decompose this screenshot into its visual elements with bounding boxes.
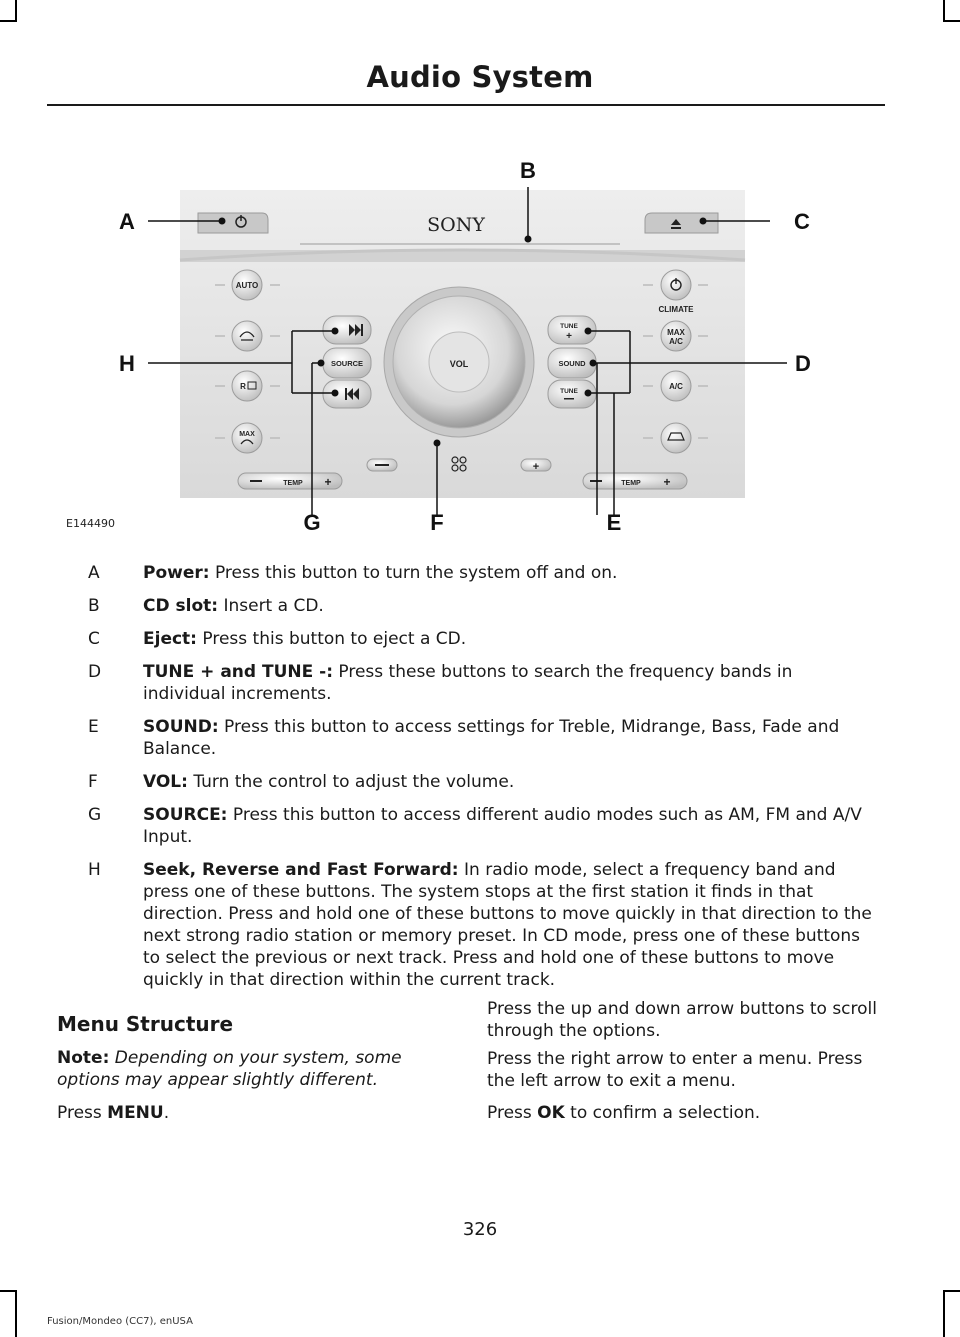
callout-letter: B xyxy=(88,596,100,616)
callout-title: SOURCE: xyxy=(143,805,228,825)
callout-label-a: A xyxy=(119,209,135,234)
callout-letter: C xyxy=(88,629,100,649)
audio-panel-diagram xyxy=(0,140,960,540)
temp-right-label: TEMP xyxy=(621,480,641,487)
callout-title: Power: xyxy=(143,563,210,583)
callout-item-a xyxy=(88,562,878,584)
callout-label-f: F xyxy=(430,510,444,535)
callout-text: Press this button to access different audio modes such as AM, FM and A/V Input. xyxy=(143,805,862,847)
press-menu-text xyxy=(57,1102,169,1124)
tune-up-label: TUNE xyxy=(560,323,578,330)
svg-text:+: + xyxy=(532,461,540,473)
eject-button-shape xyxy=(645,213,718,233)
note-text: Depending on your system, some options may appear slightly different. xyxy=(57,1048,402,1090)
page-number: 326 xyxy=(462,1219,498,1240)
callout-letter: F xyxy=(88,772,98,792)
climate-label: CLIMATE xyxy=(658,305,694,314)
note-label: Note: xyxy=(57,1048,110,1068)
callout-text: Insert a CD. xyxy=(223,596,324,616)
note xyxy=(57,1047,437,1091)
callout-text: In radio mode, select a frequency band and press one of these buttons. The system stops at the first station it finds in that direction. Press and hold one of these buttons to move quickly in that direction to the next strong radio station or memory preset. In CD mode, press one of these buttons to select the previous or next track. Press and hold one of these buttons to move quickly in that direction within the current track. xyxy=(143,860,872,990)
callout-item-h xyxy=(88,859,878,991)
crop-mark xyxy=(0,1290,17,1292)
crop-mark xyxy=(943,20,960,22)
callout-text: Press this button to access settings for Treble, Midrange, Bass, Fade and Balance. xyxy=(143,717,840,759)
crop-mark xyxy=(943,0,945,22)
callout-item-g xyxy=(88,804,878,848)
enter-exit-instruction: Press the right arrow to enter a menu. Press the left arrow to exit a menu. xyxy=(487,1049,863,1091)
callout-label-h: H xyxy=(119,351,135,376)
callout-letter: G xyxy=(88,805,102,825)
callout-letter: E xyxy=(88,717,99,737)
callout-letter: H xyxy=(88,860,101,880)
crop-mark xyxy=(943,1290,945,1337)
crop-mark xyxy=(0,20,17,22)
callout-label-g: G xyxy=(303,510,321,535)
callout-text: Turn the control to adjust the volume. xyxy=(193,772,515,792)
svg-text:+: + xyxy=(663,475,671,489)
crop-mark xyxy=(943,1290,960,1292)
max-ac-label-2: A/C xyxy=(669,337,683,346)
callout-label-b: B xyxy=(520,158,536,183)
confirm-suffix: to confirm a selection. xyxy=(564,1103,761,1123)
callout-item-b xyxy=(88,595,878,617)
brand-logo: SONY xyxy=(427,214,485,236)
figure-id: E144490 xyxy=(66,517,115,530)
press-suffix: . xyxy=(163,1103,170,1123)
max-defrost-label: MAX xyxy=(239,431,255,438)
scroll-instruction: Press the up and down arrow buttons to scroll through the options. xyxy=(487,999,877,1041)
callout-title: Eject: xyxy=(143,629,197,649)
callout-letter: A xyxy=(88,563,100,583)
callout-text: Press this button to turn the system off and on. xyxy=(214,563,618,583)
auto-button-label: AUTO xyxy=(235,281,259,290)
svg-text:+: + xyxy=(566,331,572,342)
callout-title: CD slot: xyxy=(143,596,219,616)
menu-key: MENU xyxy=(107,1103,164,1123)
footer-doc-id: Fusion/Mondeo (CC7), enUSA xyxy=(47,1316,193,1327)
ok-key: OK xyxy=(537,1103,565,1123)
callout-title: VOL: xyxy=(143,772,188,792)
section-heading: Menu Structure xyxy=(57,1012,234,1036)
power-button-shape xyxy=(198,213,268,233)
callout-list xyxy=(88,562,878,1002)
callout-text: Press these buttons to search the frequency bands in individual increments. xyxy=(143,662,793,704)
confirm-instruction xyxy=(487,1102,887,1124)
callout-item-d xyxy=(88,661,878,705)
crop-mark xyxy=(15,0,17,22)
callout-item-e xyxy=(88,716,878,760)
callout-label-d: D xyxy=(795,351,811,376)
callout-title: Seek, Reverse and Fast Forward: xyxy=(143,860,459,880)
callout-title: SOUND: xyxy=(143,717,219,737)
callout-title: TUNE + and TUNE -: xyxy=(143,662,333,682)
page-title: Audio System xyxy=(366,60,594,94)
callout-text: Press this button to eject a CD. xyxy=(202,629,467,649)
callout-item-c xyxy=(88,628,878,650)
rear-defrost-label: R xyxy=(240,382,246,391)
press-prefix: Press xyxy=(57,1103,108,1123)
callout-letter: D xyxy=(88,662,102,682)
max-ac-label-1: MAX xyxy=(667,328,685,337)
tune-down-label: TUNE xyxy=(560,388,578,395)
sound-button-label: SOUND xyxy=(558,359,586,368)
callout-label-c: C xyxy=(794,209,810,234)
header-divider xyxy=(47,104,885,106)
source-button-label: SOURCE xyxy=(330,359,364,368)
callout-label-e: E xyxy=(606,510,622,535)
callout-item-f xyxy=(88,771,878,793)
svg-text:+: + xyxy=(324,475,332,489)
ac-label: A/C xyxy=(669,382,683,391)
volume-label: VOL xyxy=(449,359,469,369)
crop-mark xyxy=(15,1290,17,1337)
temp-left-label: TEMP xyxy=(283,480,303,487)
confirm-prefix: Press xyxy=(487,1103,538,1123)
